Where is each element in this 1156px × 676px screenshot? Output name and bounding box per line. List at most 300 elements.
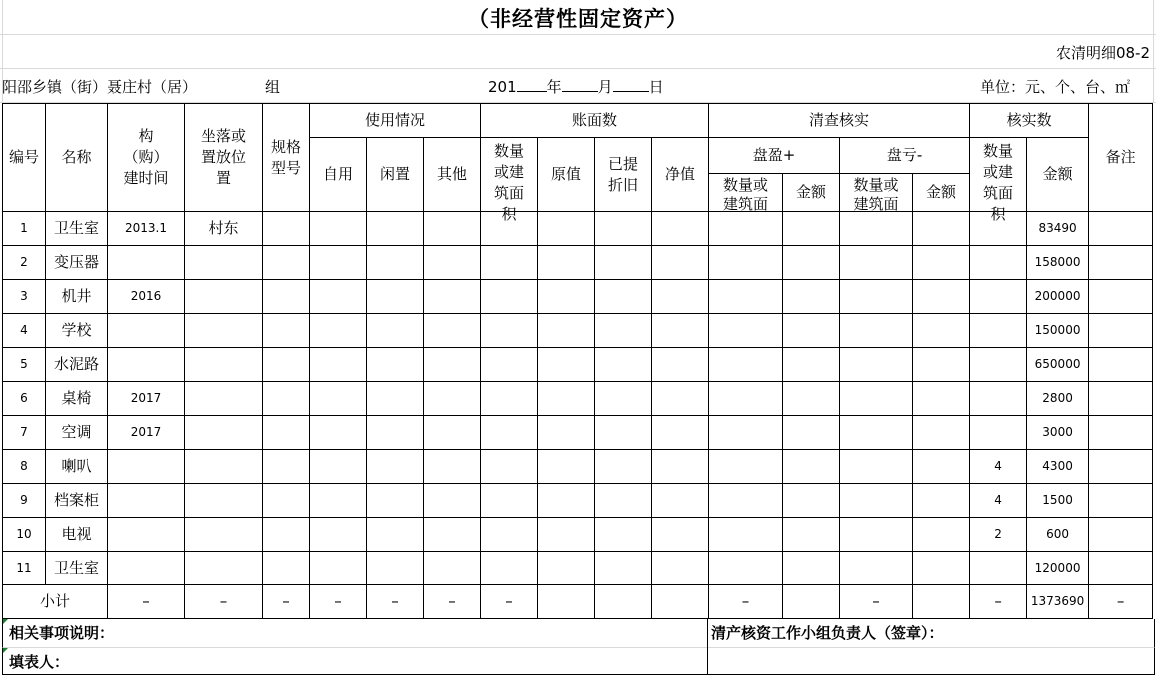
header-surplus: 盘盈+ [709, 138, 840, 174]
cell-net[interactable] [652, 450, 709, 484]
cell-depreciation[interactable] [595, 382, 652, 416]
cell-deficit-qty[interactable] [840, 450, 913, 484]
header-verified-qty-l1: 数量 [983, 142, 1014, 160]
header-deficit-qty-l1: 数量或 [853, 176, 899, 195]
cell-no[interactable]: 7 [3, 416, 46, 450]
cell-surplus-qty[interactable] [709, 552, 783, 585]
cell-build-time[interactable]: 2017 [108, 382, 185, 416]
cell-surplus-qty[interactable] [709, 348, 783, 382]
cell-net[interactable] [652, 280, 709, 314]
header-verified-amount: 金额 [1027, 138, 1089, 212]
cell-location[interactable] [185, 314, 263, 348]
cell-other[interactable] [424, 484, 481, 518]
cell-idle[interactable] [367, 280, 424, 314]
cell-build-time[interactable]: 2016 [108, 280, 185, 314]
cell-book-qty[interactable] [481, 484, 538, 518]
cell-book-qty[interactable] [481, 518, 538, 552]
header-remark: 备注 [1089, 104, 1153, 212]
form-code: 农清明细08-2 [1055, 44, 1150, 62]
cell-build-time[interactable]: 2013.1 [108, 212, 185, 246]
header-name: 名称 [46, 104, 108, 212]
header-book-qty-l3: 筑面 [494, 184, 525, 202]
cell-self-use[interactable] [310, 552, 367, 585]
cell-deficit-amount[interactable] [913, 382, 970, 416]
cell-verified-amount[interactable]: 2800 [1027, 382, 1089, 416]
header-deficit-qty-l2: 建筑面 [853, 195, 899, 214]
cell-name[interactable]: 卫生室 [46, 552, 108, 585]
cell-verified-amount[interactable]: 650000 [1027, 348, 1089, 382]
cell-book-qty[interactable] [481, 382, 538, 416]
subtotal-dash: – [367, 585, 424, 619]
table-row [3, 552, 1153, 585]
cell-idle[interactable] [367, 314, 424, 348]
header-verified-qty [970, 138, 1027, 223]
header-location-l3: 置 [215, 169, 231, 187]
cell-comment-marker [3, 648, 8, 653]
cell-self-use[interactable] [310, 314, 367, 348]
cell-original[interactable] [538, 484, 595, 518]
cell-net[interactable] [652, 246, 709, 280]
table-row [3, 484, 1153, 518]
year-label: 年 [546, 78, 562, 96]
cell-book-qty[interactable] [481, 280, 538, 314]
cell-verified-qty[interactable] [970, 552, 1027, 585]
cell-surplus-amount[interactable] [783, 518, 840, 552]
cell-depreciation[interactable] [595, 484, 652, 518]
cell-depreciation[interactable] [595, 552, 652, 585]
cell-location[interactable] [185, 518, 263, 552]
cell-net[interactable] [652, 314, 709, 348]
cell-location[interactable] [185, 280, 263, 314]
village-line: 阳邵乡镇（街）聂庄村（居） [2, 78, 198, 96]
header-build-time-l3: 建时间 [123, 169, 169, 187]
cell-location[interactable] [185, 348, 263, 382]
cell-deficit-amount[interactable] [913, 484, 970, 518]
cell-build-time[interactable]: 2017 [108, 416, 185, 450]
cell-deficit-amount[interactable] [913, 280, 970, 314]
cell-surplus-amount[interactable] [783, 280, 840, 314]
cell-remark[interactable] [1089, 280, 1153, 314]
cell-location[interactable] [185, 416, 263, 450]
cell-no[interactable]: 4 [3, 314, 46, 348]
cell-no[interactable]: 8 [3, 450, 46, 484]
cell-verified-amount[interactable]: 83490 [1027, 212, 1089, 246]
cell-deficit-amount[interactable] [913, 246, 970, 280]
cell-surplus-qty[interactable] [709, 212, 783, 246]
subtotal-empty [538, 585, 595, 619]
cell-original[interactable] [538, 450, 595, 484]
day-label: 日 [648, 78, 664, 96]
cell-other[interactable] [424, 518, 481, 552]
leader-label: 清产核资工作小组负责人（签章）： [711, 624, 944, 642]
footer [2, 619, 1153, 675]
cell-verified-qty[interactable]: 4 [970, 450, 1027, 484]
date-line [488, 76, 664, 97]
cell-net[interactable] [652, 382, 709, 416]
cell-original[interactable] [538, 314, 595, 348]
cell-depreciation[interactable] [595, 416, 652, 450]
cell-other[interactable] [424, 348, 481, 382]
cell-verified-amount[interactable]: 120000 [1027, 552, 1089, 585]
cell-deficit-qty[interactable] [840, 552, 913, 585]
cell-deficit-qty[interactable] [840, 518, 913, 552]
cell-self-use[interactable] [310, 416, 367, 450]
cell-surplus-qty[interactable] [709, 314, 783, 348]
cell-other[interactable] [424, 212, 481, 246]
cell-verified-qty[interactable] [970, 314, 1027, 348]
cell-book-qty[interactable] [481, 246, 538, 280]
cell-self-use[interactable] [310, 348, 367, 382]
cell-depreciation[interactable] [595, 450, 652, 484]
subtotal-empty [595, 585, 652, 619]
cell-deficit-qty[interactable] [840, 484, 913, 518]
cell-name[interactable]: 变压器 [46, 246, 108, 280]
cell-location[interactable] [185, 552, 263, 585]
subtotal-empty [652, 585, 709, 619]
subtotal-dash: – [840, 585, 913, 619]
cell-name[interactable]: 喇叭 [46, 450, 108, 484]
header-depreciation-l1: 已提 [608, 154, 639, 173]
subtotal-dash: – [1089, 585, 1153, 619]
cell-surplus-amount[interactable] [783, 212, 840, 246]
cell-name[interactable]: 水泥路 [46, 348, 108, 382]
cell-remark[interactable] [1089, 348, 1153, 382]
cell-verified-qty[interactable] [970, 416, 1027, 450]
cell-deficit-qty[interactable] [840, 416, 913, 450]
cell-verified-amount[interactable]: 158000 [1027, 246, 1089, 280]
cell-original[interactable] [538, 416, 595, 450]
notes-label: 相关事项说明： [9, 624, 115, 642]
cell-book-qty[interactable] [481, 416, 538, 450]
cell-other[interactable] [424, 552, 481, 585]
cell-no[interactable]: 6 [3, 382, 46, 416]
cell-deficit-amount[interactable] [913, 518, 970, 552]
header-book-qty-l4: 积 [501, 205, 517, 223]
header-spec-l2: 型号 [270, 158, 301, 177]
header-deficit-amount: 金额 [913, 174, 970, 212]
subtotal-empty [783, 585, 840, 619]
subtotal-label: 小计 [3, 585, 108, 619]
cell-no[interactable]: 11 [3, 552, 46, 585]
cell-no[interactable]: 3 [3, 280, 46, 314]
cell-deficit-qty[interactable] [840, 382, 913, 416]
header-no: 编号 [3, 104, 46, 212]
cell-deficit-amount[interactable] [913, 212, 970, 246]
cell-spec[interactable] [263, 382, 310, 416]
grid-line [0, 68, 1156, 69]
cell-location[interactable] [185, 382, 263, 416]
cell-self-use[interactable] [310, 280, 367, 314]
header-depreciation-l2: 折旧 [608, 175, 639, 194]
group-label: 组 [265, 78, 281, 96]
cell-depreciation[interactable] [595, 348, 652, 382]
cell-remark[interactable] [1089, 212, 1153, 246]
cell-net[interactable] [652, 518, 709, 552]
cell-deficit-qty[interactable] [840, 246, 913, 280]
cell-name[interactable]: 空调 [46, 416, 108, 450]
cell-remark[interactable] [1089, 450, 1153, 484]
year-blank[interactable] [517, 77, 547, 92]
header-deficit-qty [840, 174, 913, 212]
header-book-qty-l2: 或建 [494, 163, 525, 181]
cell-idle[interactable] [367, 450, 424, 484]
cell-spec[interactable] [263, 314, 310, 348]
cell-surplus-qty[interactable] [709, 280, 783, 314]
cell-net[interactable] [652, 552, 709, 585]
cell-surplus-amount[interactable] [783, 416, 840, 450]
subtotal-dash: – [185, 585, 263, 619]
cell-self-use[interactable] [310, 212, 367, 246]
cell-no[interactable]: 5 [3, 348, 46, 382]
cell-deficit-amount[interactable] [913, 314, 970, 348]
header-build-time [108, 104, 185, 212]
cell-spec[interactable] [263, 348, 310, 382]
subtotal-dash: – [709, 585, 783, 619]
cell-deficit-amount[interactable] [913, 348, 970, 382]
cell-name[interactable]: 档案柜 [46, 484, 108, 518]
cell-other[interactable] [424, 450, 481, 484]
header-book-qty-l1: 数量 [494, 142, 525, 160]
day-blank[interactable] [613, 77, 649, 92]
cell-verified-amount[interactable]: 150000 [1027, 314, 1089, 348]
cell-deficit-qty[interactable] [840, 212, 913, 246]
cell-verified-qty[interactable]: 4 [970, 484, 1027, 518]
cell-idle[interactable] [367, 348, 424, 382]
cell-spec[interactable] [263, 212, 310, 246]
cell-remark[interactable] [1089, 484, 1153, 518]
cell-self-use[interactable] [310, 450, 367, 484]
cell-depreciation[interactable] [595, 246, 652, 280]
table-row [3, 280, 1153, 314]
cell-remark[interactable] [1089, 416, 1153, 450]
cell-remark[interactable] [1089, 246, 1153, 280]
cell-no[interactable]: 2 [3, 246, 46, 280]
cell-spec[interactable] [263, 450, 310, 484]
cell-depreciation[interactable] [595, 280, 652, 314]
subtotal-dash: – [263, 585, 310, 619]
cell-idle[interactable] [367, 518, 424, 552]
cell-spec[interactable] [263, 416, 310, 450]
cell-spec[interactable] [263, 518, 310, 552]
cell-net[interactable] [652, 348, 709, 382]
cell-verified-qty[interactable] [970, 348, 1027, 382]
cell-name[interactable]: 电视 [46, 518, 108, 552]
cell-verified-amount[interactable]: 1500 [1027, 484, 1089, 518]
cell-original[interactable] [538, 552, 595, 585]
cell-self-use[interactable] [310, 382, 367, 416]
cell-verified-qty[interactable] [970, 246, 1027, 280]
subtotal-dash: – [310, 585, 367, 619]
cell-surplus-qty[interactable] [709, 382, 783, 416]
cell-idle[interactable] [367, 246, 424, 280]
subtotal-row [3, 585, 1153, 619]
cell-remark[interactable] [1089, 382, 1153, 416]
cell-spec[interactable] [263, 484, 310, 518]
cell-name[interactable]: 桌椅 [46, 382, 108, 416]
cell-spec[interactable] [263, 552, 310, 585]
month-label: 月 [597, 78, 613, 96]
cell-idle[interactable] [367, 552, 424, 585]
table-row [3, 348, 1153, 382]
cell-spec[interactable] [263, 246, 310, 280]
header-build-time-l1: 构 [138, 127, 154, 145]
footer-row-notes [2, 619, 1155, 648]
header-deficit: 盘亏- [840, 138, 970, 174]
cell-self-use[interactable] [310, 484, 367, 518]
header-idle: 闲置 [367, 138, 424, 212]
cell-original[interactable] [538, 246, 595, 280]
cell-original[interactable] [538, 518, 595, 552]
cell-deficit-qty[interactable] [840, 348, 913, 382]
cell-other[interactable] [424, 416, 481, 450]
header-usage: 使用情况 [310, 104, 481, 138]
header-surplus-qty-l1: 数量或 [723, 176, 769, 195]
header-build-time-l2: （购） [123, 148, 169, 166]
cell-surplus-qty[interactable] [709, 416, 783, 450]
cell-build-time[interactable] [108, 518, 185, 552]
cell-surplus-amount[interactable] [783, 246, 840, 280]
asset-table [2, 103, 1153, 619]
cell-original[interactable] [538, 382, 595, 416]
header-surplus-qty-l2: 建筑面 [723, 195, 769, 214]
cell-original[interactable] [538, 348, 595, 382]
cell-net[interactable] [652, 416, 709, 450]
cell-name[interactable]: 机井 [46, 280, 108, 314]
header-self-use: 自用 [310, 138, 367, 212]
header-depreciation [595, 138, 652, 212]
cell-no[interactable]: 9 [3, 484, 46, 518]
cell-name[interactable]: 卫生室 [46, 212, 108, 246]
header-verified-qty-l2: 或建 [983, 163, 1014, 181]
cell-surplus-amount[interactable] [783, 552, 840, 585]
cell-depreciation[interactable] [595, 212, 652, 246]
cell-surplus-amount[interactable] [783, 450, 840, 484]
cell-remark[interactable] [1089, 552, 1153, 585]
cell-name[interactable]: 学校 [46, 314, 108, 348]
cell-deficit-amount[interactable] [913, 450, 970, 484]
cell-surplus-amount[interactable] [783, 314, 840, 348]
cell-build-time[interactable] [108, 484, 185, 518]
cell-build-time[interactable] [108, 246, 185, 280]
cell-verified-amount[interactable]: 600 [1027, 518, 1089, 552]
cell-idle[interactable] [367, 484, 424, 518]
month-blank[interactable] [562, 77, 598, 92]
cell-surplus-amount[interactable] [783, 348, 840, 382]
cell-surplus-qty[interactable] [709, 484, 783, 518]
cell-build-time[interactable] [108, 348, 185, 382]
cell-remark[interactable] [1089, 314, 1153, 348]
cell-original[interactable] [538, 212, 595, 246]
subtotal-empty [913, 585, 970, 619]
footer-row-filler [2, 648, 1155, 675]
cell-self-use[interactable] [310, 518, 367, 552]
cell-location[interactable]: 村东 [185, 212, 263, 246]
table-row [3, 212, 1153, 246]
filler-label: 填表人： [9, 653, 70, 671]
cell-idle[interactable] [367, 416, 424, 450]
cell-other[interactable] [424, 280, 481, 314]
header-original: 原值 [538, 138, 595, 212]
table-row [3, 246, 1153, 280]
cell-no[interactable]: 1 [3, 212, 46, 246]
cell-surplus-qty[interactable] [709, 246, 783, 280]
cell-build-time[interactable] [108, 314, 185, 348]
cell-other[interactable] [424, 314, 481, 348]
cell-surplus-qty[interactable] [709, 450, 783, 484]
header-verified-qty-l4: 积 [990, 205, 1006, 223]
cell-deficit-amount[interactable] [913, 416, 970, 450]
cell-depreciation[interactable] [595, 314, 652, 348]
cell-deficit-qty[interactable] [840, 314, 913, 348]
cell-idle[interactable] [367, 382, 424, 416]
cell-verified-amount[interactable]: 200000 [1027, 280, 1089, 314]
cell-other[interactable] [424, 246, 481, 280]
header-verify: 清查核实 [709, 104, 970, 138]
header-book-qty [481, 138, 538, 223]
unit-label: 单位：元、个、台、㎡ [980, 78, 1131, 96]
cell-build-time[interactable] [108, 450, 185, 484]
cell-location[interactable] [185, 484, 263, 518]
cell-deficit-qty[interactable] [840, 280, 913, 314]
subtotal-dash: – [108, 585, 185, 619]
cell-surplus-amount[interactable] [783, 382, 840, 416]
header-location [185, 104, 263, 212]
cell-verified-qty[interactable] [970, 280, 1027, 314]
header-book: 账面数 [481, 104, 709, 138]
table-row [3, 450, 1153, 484]
cell-surplus-qty[interactable] [709, 518, 783, 552]
cell-remark[interactable] [1089, 518, 1153, 552]
cell-spec[interactable] [263, 280, 310, 314]
header-location-l1: 坐落或 [200, 127, 246, 145]
table-body [3, 212, 1153, 585]
cell-depreciation[interactable] [595, 518, 652, 552]
header-net: 净值 [652, 138, 709, 212]
cell-verified-qty[interactable]: 2 [970, 518, 1027, 552]
cell-verified-qty[interactable] [970, 382, 1027, 416]
cell-other[interactable] [424, 382, 481, 416]
cell-book-qty[interactable] [481, 552, 538, 585]
cell-original[interactable] [538, 280, 595, 314]
page-title: （非经营性固定资产） [468, 6, 688, 31]
cell-build-time[interactable] [108, 552, 185, 585]
cell-self-use[interactable] [310, 246, 367, 280]
header-spec [263, 104, 310, 212]
subtotal-total: 1373690 [1027, 585, 1089, 619]
cell-deficit-amount[interactable] [913, 552, 970, 585]
grid-line [0, 34, 1156, 35]
header-spec-l1: 规格 [270, 137, 301, 156]
header-surplus-amount: 金额 [783, 174, 840, 212]
cell-net[interactable] [652, 484, 709, 518]
cell-location[interactable] [185, 246, 263, 280]
cell-net[interactable] [652, 212, 709, 246]
cell-no[interactable]: 10 [3, 518, 46, 552]
table-row [3, 518, 1153, 552]
cell-book-qty[interactable] [481, 348, 538, 382]
cell-verified-amount[interactable]: 3000 [1027, 416, 1089, 450]
cell-book-qty[interactable] [481, 450, 538, 484]
cell-location[interactable] [185, 450, 263, 484]
cell-book-qty[interactable] [481, 314, 538, 348]
cell-surplus-amount[interactable] [783, 484, 840, 518]
cell-verified-amount[interactable]: 4300 [1027, 450, 1089, 484]
cell-idle[interactable] [367, 212, 424, 246]
table-row [3, 382, 1153, 416]
header-surplus-qty [709, 174, 783, 212]
table-row [3, 314, 1153, 348]
header-other: 其他 [424, 138, 481, 212]
